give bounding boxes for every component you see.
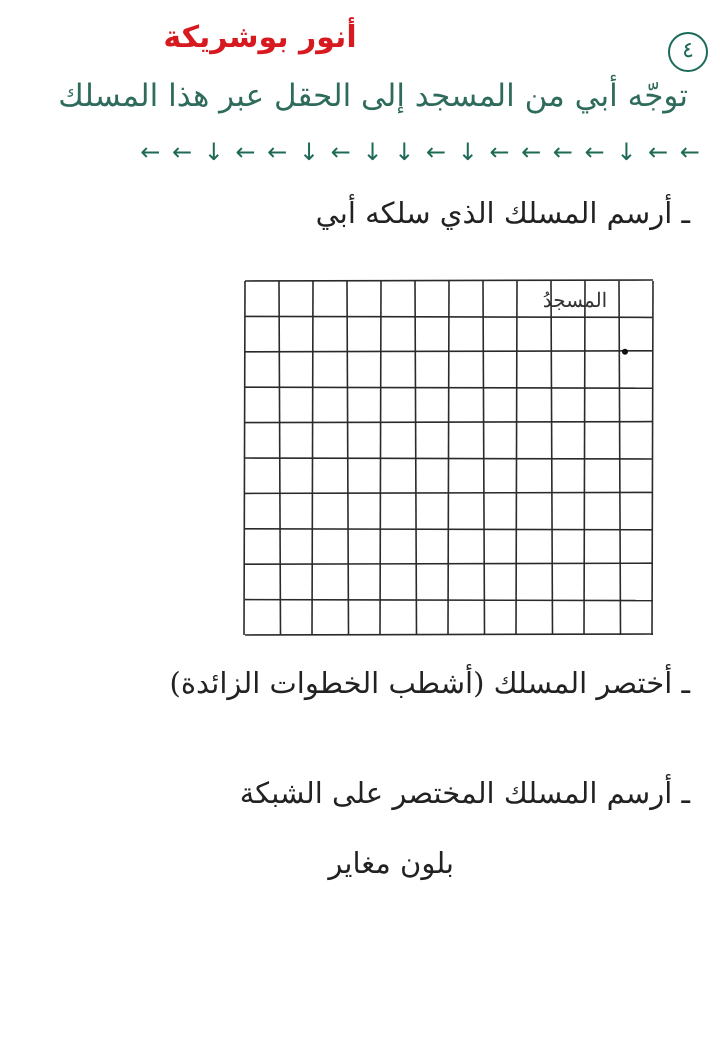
grid[interactable] xyxy=(240,276,658,644)
grid-hline xyxy=(245,422,653,423)
grid-hline xyxy=(245,529,653,530)
grid-hline xyxy=(245,600,653,601)
grid-vline xyxy=(619,281,621,635)
grid-hline xyxy=(245,316,653,317)
grid-vline xyxy=(584,281,585,635)
task-3: ـ أرسم المسلك المختصر على الشبكة xyxy=(239,776,690,810)
grid-vline xyxy=(652,281,653,635)
grid-hline xyxy=(245,492,653,493)
task-2: ـ أختصر المسلك (أشطب الخطوات الزائدة) xyxy=(169,666,690,700)
arrow-sequence: ← ← ↓ ← ← ← ← ↓ ← ↓ ↓ ← ↓ ← ← ↓ ← ← xyxy=(140,138,702,166)
task-1: ـ أرسم المسلك الذي سلكه أبي xyxy=(315,196,690,230)
grid-hline xyxy=(245,280,653,281)
instruction-text: توجّه أبي من المسجد إلى الحقل عبر هذا المسلك xyxy=(58,78,688,114)
start-label: المسجدُ xyxy=(542,288,608,312)
start-point xyxy=(622,349,628,355)
grid-hline xyxy=(245,563,653,564)
grid-hline xyxy=(245,458,653,459)
grid-hline xyxy=(245,634,653,635)
grid-hline xyxy=(245,351,653,352)
grid-hline xyxy=(245,387,653,388)
grid-vline xyxy=(244,281,245,635)
task-3-continued: بلون مغاير xyxy=(328,846,454,880)
author-name: أنور بوشريكة xyxy=(163,20,357,55)
grid-svg[interactable] xyxy=(240,276,658,640)
exercise-number: ٤ xyxy=(668,32,708,72)
